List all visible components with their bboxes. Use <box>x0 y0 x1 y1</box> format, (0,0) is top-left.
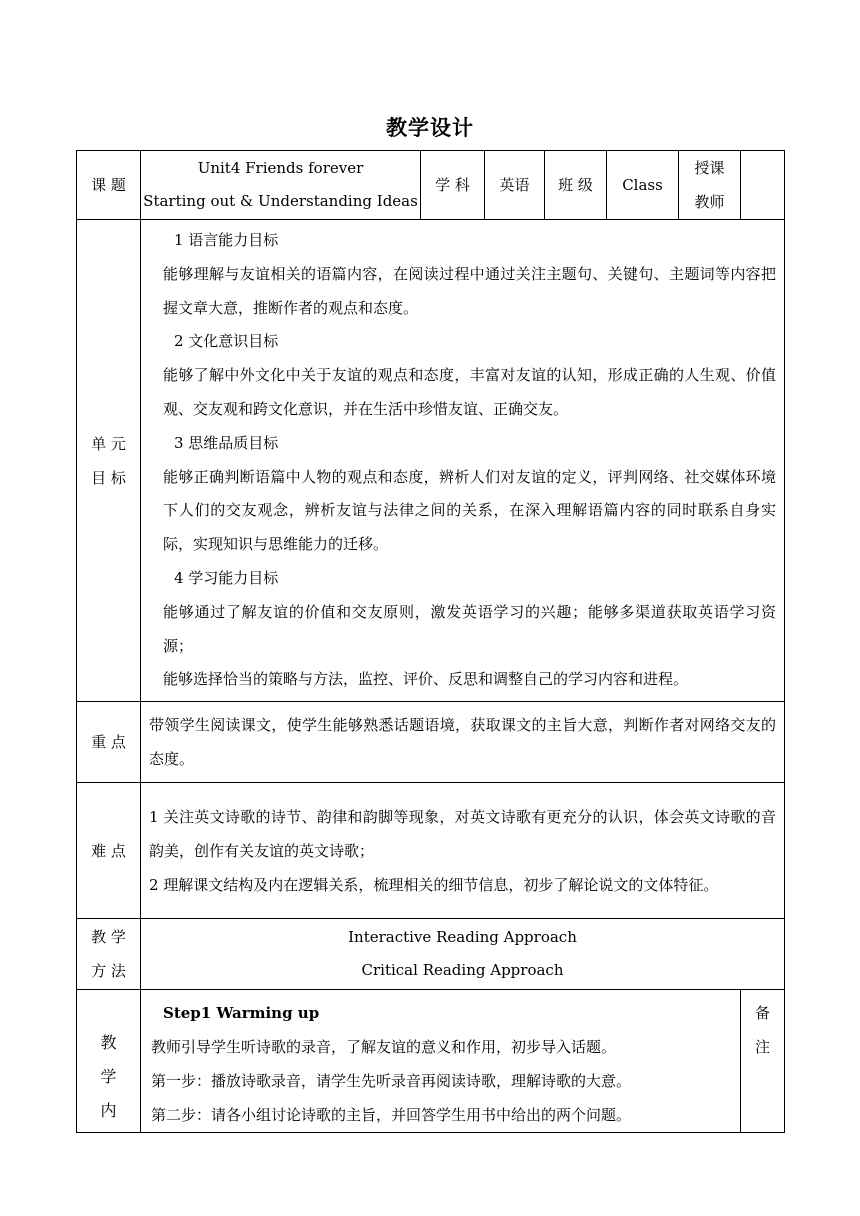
difficulties-label: 难 点 <box>77 783 141 919</box>
content-line: 第一步：播放诗歌录音，请学生先听录音再阅读诗歌，理解诗歌的大意。 <box>151 1072 632 1091</box>
course-title-line1: Unit4 Friends forever <box>197 159 364 177</box>
goal-text: 能够了解中外文化中关于友谊的观点和态度，丰富对友谊的认知，形成正确的人生观、价值观、交友观和跨文化意识，并在生活中珍惜友谊、正确交友。 <box>163 366 776 418</box>
content-body <box>141 990 741 1133</box>
content-line: 教师引导学生听诗歌的录音，了解友谊的意义和作用，初步导入话题。 <box>151 1038 617 1057</box>
content-row <box>77 990 785 1133</box>
goals-label-line2: 目 标 <box>91 468 126 487</box>
goal-heading: 3 思维品质目标 <box>174 433 279 452</box>
teacher-value <box>741 151 785 220</box>
goal-text: 能够理解与友谊相关的语篇内容，在阅读过程中通过关注主题句、关键句、主题词等内容把握文章大意，推断作者的观点和态度。 <box>163 264 776 317</box>
course-title-line2: Starting out & Understanding Ideas <box>143 192 418 210</box>
difficulty-item: 1 关注英文诗歌的诗节、韵律和韵脚等现象，对英文诗歌有更充分的认识，体会英文诗歌的音韵美，创作有关友谊的英文诗歌； <box>149 807 776 860</box>
goal-heading: 2 文化意识目标 <box>174 332 279 351</box>
subject-label: 学 科 <box>421 151 485 220</box>
key-points-label: 重 点 <box>77 702 141 783</box>
goals-label <box>77 220 141 702</box>
key-points-text: 带领学生阅读课文，使学生能够熟悉话题语境，获取课文的主旨大意，判断作者对网络交友的态度。 <box>141 702 785 783</box>
class-value: Class <box>607 151 679 220</box>
method-item: Interactive Reading Approach <box>348 928 577 947</box>
content-label-line3: 内 <box>100 1101 117 1121</box>
goal-text: 能够正确判断语篇中人物的观点和态度，辨析人们对友谊的定义，评判网络、社交媒体环境下人们的交友观念，辨析友谊与法律之间的关系，在深入理解语篇内容的同时联系自身实际，实现知识与思维能力的迁移。 <box>163 467 776 554</box>
class-label: 班 级 <box>545 151 607 220</box>
remark-line2: 注 <box>754 1038 770 1057</box>
lesson-plan-table <box>76 150 785 1133</box>
methods-label <box>77 919 141 990</box>
difficulty-item: 2 理解课文结构及内在逻辑关系，梳理相关的细节信息，初步了解论说文的文体特征。 <box>149 875 719 894</box>
content-label-line2: 学 <box>100 1067 117 1087</box>
methods-row <box>77 919 785 990</box>
subject-value: 英语 <box>485 151 545 220</box>
methods-label-line2: 方 法 <box>91 962 126 981</box>
remark-line1: 备 <box>754 1004 770 1023</box>
goal-text: 能够通过了解友谊的价值和交友原则，激发英语学习的兴趣；能够多渠道获取英语学习资源； <box>163 602 776 655</box>
goal-heading: 4 学习能力目标 <box>174 568 279 587</box>
difficulties-row <box>77 783 785 919</box>
teacher-label-line1: 授课 <box>694 159 725 177</box>
goals-row <box>77 220 785 702</box>
method-item: Critical Reading Approach <box>361 961 564 980</box>
goals-content <box>141 220 785 702</box>
teacher-label <box>679 151 741 220</box>
methods-content <box>141 919 785 990</box>
step-title: Step1 Warming up <box>163 1004 320 1023</box>
course-title <box>141 151 421 220</box>
key-points-row <box>77 702 785 783</box>
content-label-line1: 教 <box>100 1033 117 1053</box>
remark-cell <box>741 990 785 1133</box>
goal-text: 能够选择恰当的策略与方法，监控、评价、反思和调整自己的学习内容和进程。 <box>163 670 689 689</box>
difficulties-content <box>141 783 785 919</box>
goal-heading: 1 语言能力目标 <box>174 231 279 249</box>
content-label <box>77 990 141 1133</box>
methods-label-line1: 教 学 <box>91 928 126 947</box>
teacher-label-line2: 教师 <box>694 193 725 211</box>
content-line: 第二步：请各小组讨论诗歌的主旨，并回答学生用书中给出的两个问题。 <box>151 1106 632 1125</box>
course-label: 课 题 <box>77 151 141 220</box>
page-title: 教学设计 <box>386 116 474 140</box>
header-row <box>77 151 785 220</box>
goals-label-line1: 单 元 <box>91 434 126 453</box>
